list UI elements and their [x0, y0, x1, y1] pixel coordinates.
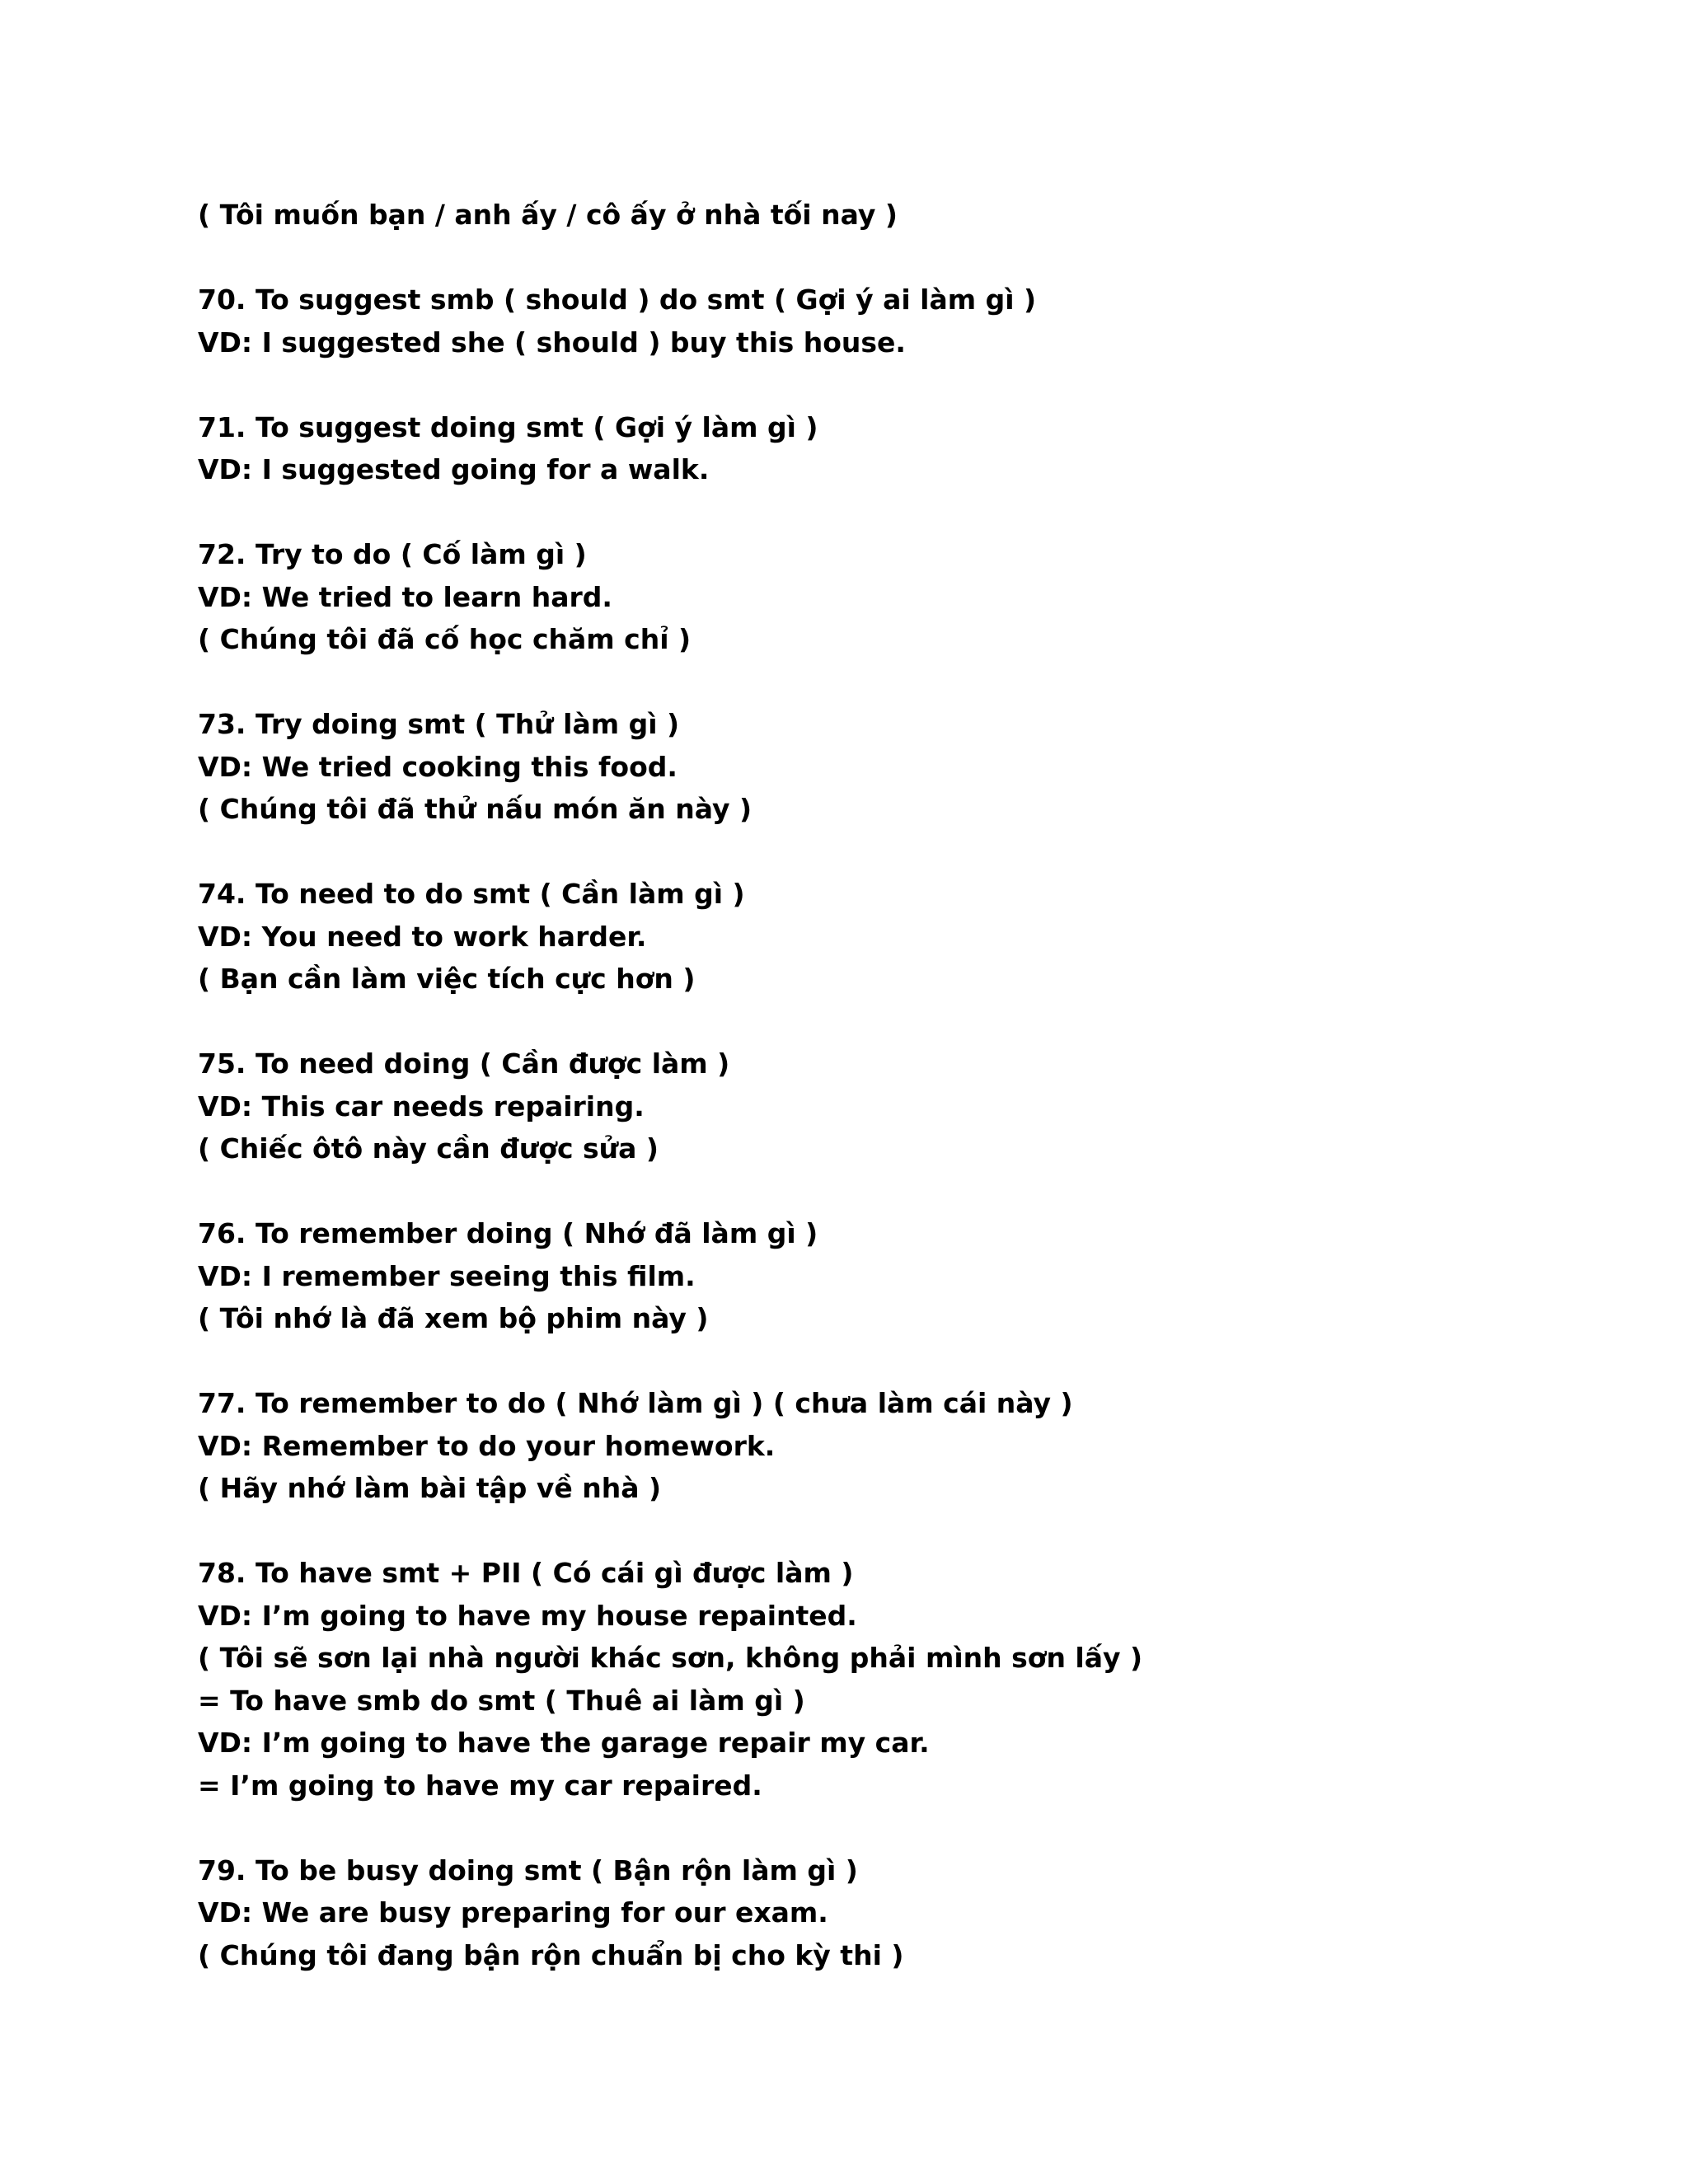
- entry-77: [198, 1382, 1599, 1510]
- entry-heading: 74. To need to do smt ( Cần làm gì ): [198, 878, 745, 910]
- entry-heading: 79. To be busy doing smt ( Bận rộn làm gì ): [198, 1854, 858, 1886]
- example-line: VD: I’m going to have my house repainted.: [198, 1599, 857, 1632]
- example-line: VD: We tried cooking this food.: [198, 750, 678, 783]
- translation-line: ( Chúng tôi đã thử nấu món ăn này ): [198, 793, 753, 825]
- entry-heading: 70. To suggest smb ( should ) do smt ( Gợi ý ai làm gì ): [198, 284, 1037, 316]
- entry-75: [198, 1043, 1599, 1170]
- translation-line: ( Chúng tôi đã cố học chăm chỉ ): [198, 623, 692, 655]
- example-line: VD: We tried to learn hard.: [198, 580, 612, 613]
- entry-76: [198, 1212, 1599, 1340]
- document-body: [198, 194, 1599, 1976]
- entry-heading: 73. Try doing smt ( Thử làm gì ): [198, 708, 680, 740]
- translation-line: ( Bạn cần làm việc tích cực hơn ): [198, 963, 696, 995]
- entry-heading: 75. To need doing ( Cần được làm ): [198, 1047, 730, 1080]
- entry-72: [198, 533, 1599, 661]
- entry-heading: 77. To remember to do ( Nhớ làm gì ) ( chưa làm cái này ): [198, 1387, 1073, 1419]
- example-line: VD: I remember seeing this film.: [198, 1259, 696, 1292]
- example-line: VD: I’m going to have the garage repair my car.: [198, 1727, 930, 1759]
- translation-line: ( Hãy nhớ làm bài tập về nhà ): [198, 1472, 662, 1504]
- entry-heading: 71. To suggest doing smt ( Gợi ý làm gì ): [198, 410, 818, 443]
- example-line: VD: You need to work harder.: [198, 920, 647, 953]
- example-line: VD: This car needs repairing.: [198, 1090, 645, 1122]
- entry-71: [198, 406, 1599, 491]
- entry-heading: 76. To remember doing ( Nhớ đã làm gì ): [198, 1217, 818, 1249]
- translation-line: ( Tôi sẽ sơn lại nhà người khác sơn, không phải mình sơn lấy ): [198, 1642, 1143, 1674]
- example-line: VD: We are busy preparing for our exam.: [198, 1896, 828, 1929]
- translation-line: ( Chiếc ôtô này cần được sửa ): [198, 1132, 659, 1165]
- entry-heading: 72. Try to do ( Cố làm gì ): [198, 538, 587, 570]
- translation-line: ( Tôi nhớ là đã xem bộ phim này ): [198, 1302, 709, 1334]
- entry-73: [198, 703, 1599, 831]
- example-line: VD: I suggested she ( should ) buy this house.: [198, 326, 906, 359]
- entry-heading: 78. To have smt + PII ( Có cái gì được làm ): [198, 1557, 854, 1589]
- entry-79: [198, 1849, 1599, 1977]
- equivalent-line: = To have smb do smt ( Thuê ai làm gì ): [198, 1684, 805, 1717]
- translation-line: ( Chúng tôi đang bận rộn chuẩn bị cho kỳ thi ): [198, 1938, 904, 1971]
- entry-74: [198, 873, 1599, 1001]
- example-line: VD: Remember to do your homework.: [198, 1429, 776, 1462]
- intro-translation: ( Tôi muốn bạn / anh ấy / cô ấy ở nhà tối nay ): [198, 199, 898, 231]
- entry-70: [198, 279, 1599, 363]
- equivalent-line: = I’m going to have my car repaired.: [198, 1769, 762, 1802]
- entry-78: [198, 1552, 1599, 1807]
- example-line: VD: I suggested going for a walk.: [198, 453, 710, 485]
